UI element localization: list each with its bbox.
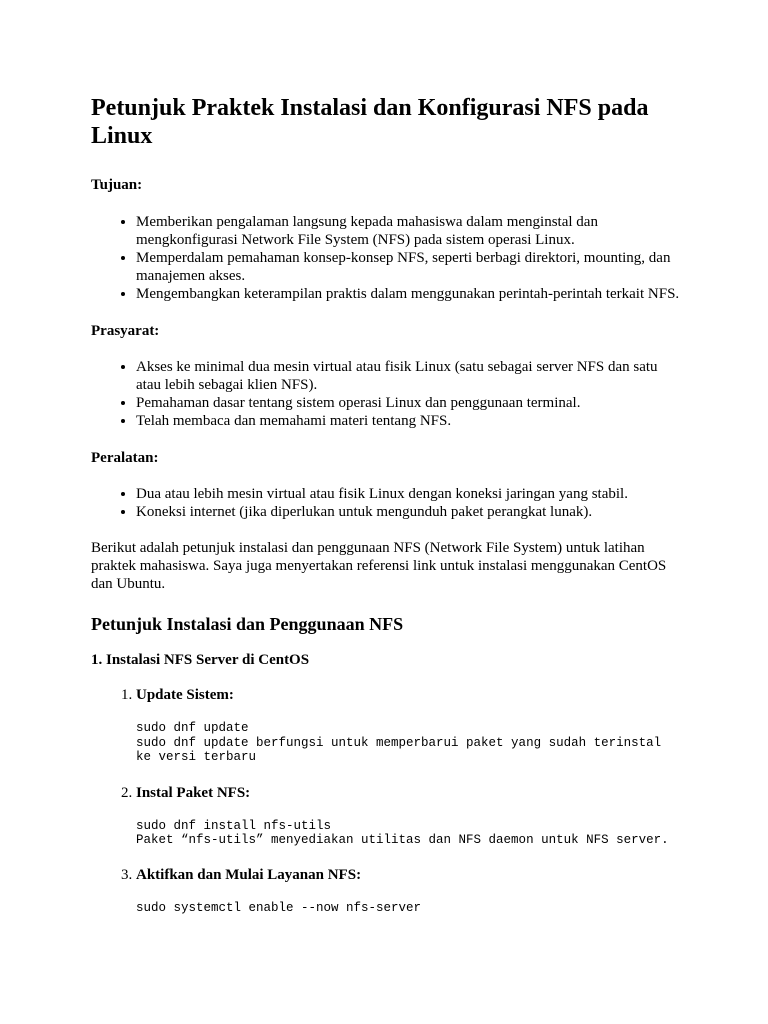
section-title: Petunjuk Instalasi dan Penggunaan NFS xyxy=(91,614,404,634)
step-item xyxy=(136,866,681,916)
step-item xyxy=(136,784,681,848)
list-item: • Mengembangkan keterampilan praktis dalam menggunakan perintah-perintah terkait NFS. xyxy=(136,285,681,303)
subsection-title: 1. Instalasi NFS Server di CentOS xyxy=(91,652,310,668)
step-title: Instal Paket NFS: xyxy=(136,784,251,801)
peralatan-heading: Peralatan: xyxy=(91,450,159,466)
tujuan-list xyxy=(91,213,681,303)
document-title: Petunjuk Praktek Instalasi dan Konfigurasi NFS pada Linux xyxy=(91,95,649,149)
document-body xyxy=(91,94,681,915)
list-item: • Memberikan pengalaman langsung kepada mahasiswa dalam menginstal dan mengkonfigurasi Network File System (NFS) pada sistem operasi Linux. xyxy=(136,213,681,249)
step-title: Update Sistem: xyxy=(136,687,234,703)
prasyarat-list xyxy=(91,358,681,430)
list-item: • Dua atau lebih mesin virtual atau fisik Linux dengan koneksi jaringan yang stabil. xyxy=(136,485,681,503)
list-item: • Memperdalam pemahaman konsep-konsep NFS, seperti berbagi direktori, mounting, dan manajemen akses. xyxy=(136,249,681,285)
code-block: sudo dnf install nfs-utils Paket “nfs-utils” menyediakan utilitas dan NFS daemon untuk NFS server. xyxy=(136,818,669,847)
prasyarat-heading: Prasyarat: xyxy=(91,323,160,339)
install-steps xyxy=(91,686,681,915)
step-title: Aktifkan dan Mulai Layanan NFS: xyxy=(136,866,362,883)
tujuan-heading: Tujuan: xyxy=(91,177,143,193)
code-block: sudo systemctl enable --now nfs-server xyxy=(136,900,422,915)
list-item: • Koneksi internet (jika diperlukan untuk mengunduh paket perangkat lunak). xyxy=(136,503,681,521)
step-item xyxy=(136,686,681,765)
list-item: • Telah membaca dan memahami materi tentang NFS. xyxy=(136,412,681,430)
list-item: • Akses ke minimal dua mesin virtual atau fisik Linux (satu sebagai server NFS dan satu atau lebih sebagai klien NFS). xyxy=(136,358,681,394)
intro-paragraph: Berikut adalah petunjuk instalasi dan penggunaan NFS (Network File System) untuk latihan praktek mahasiswa. Saya juga menyertakan referensi link untuk instalasi menggunakan CentOS dan Ubuntu. xyxy=(91,540,667,592)
code-block: sudo dnf update sudo dnf update berfungsi untuk memperbarui paket yang sudah terinstal ke versi terbaru xyxy=(136,721,662,764)
list-item: • Pemahaman dasar tentang sistem operasi Linux dan penggunaan terminal. xyxy=(136,394,681,412)
peralatan-list xyxy=(91,485,681,521)
